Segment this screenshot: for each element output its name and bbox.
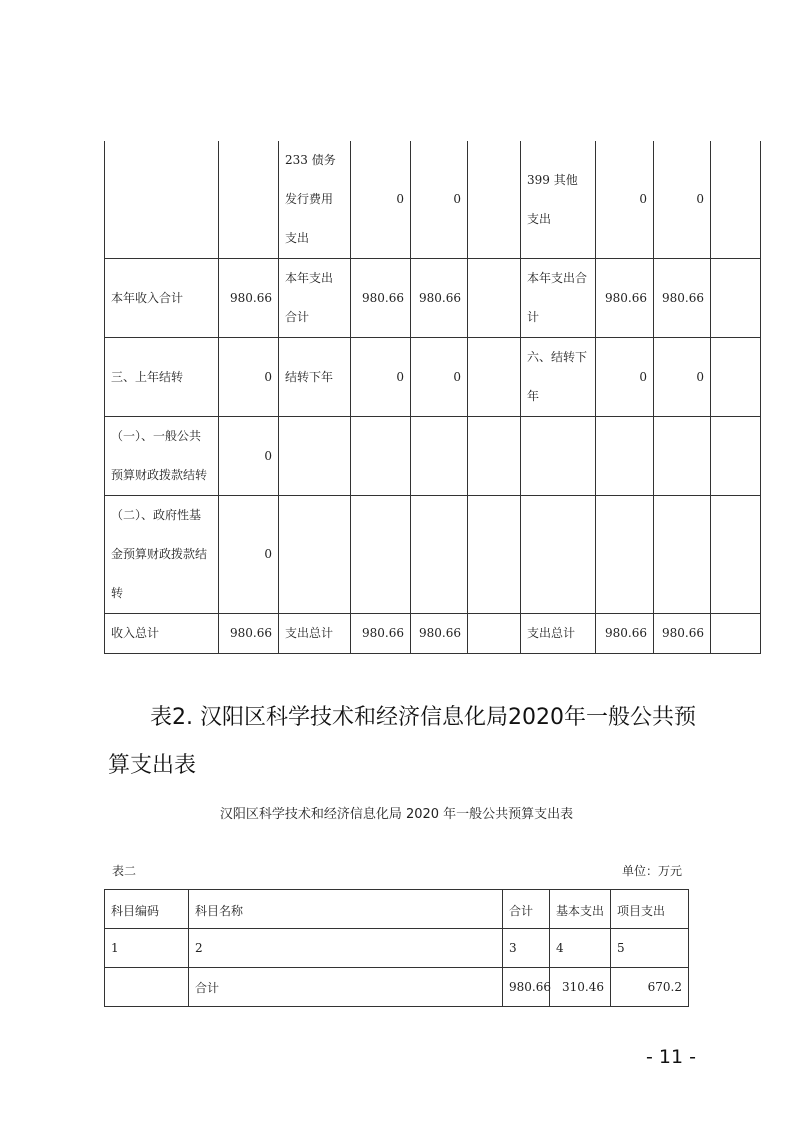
table-cell: 670.2 <box>611 968 689 1007</box>
table-cell: 980.66 <box>654 259 711 338</box>
table-cell: 支出总计 <box>279 614 351 654</box>
table-row <box>105 338 761 417</box>
table-cell <box>279 496 351 614</box>
table-cell: 4 <box>550 929 611 968</box>
table-cell <box>468 614 521 654</box>
general-budget-expenditure-table <box>104 889 689 1007</box>
table-cell <box>351 417 411 496</box>
table-cell: 233 债务发行费用支出 <box>279 141 351 259</box>
table-cell: 980.66 <box>411 259 468 338</box>
table-cell: 980.66 <box>219 259 279 338</box>
table-cell: 980.66 <box>351 614 411 654</box>
table-cell: 980.66 <box>351 259 411 338</box>
table-cell <box>654 496 711 614</box>
table-cell: 结转下年 <box>279 338 351 417</box>
table-cell: 本年支出合计 <box>521 259 596 338</box>
table-cell: 0 <box>351 338 411 417</box>
page-number: - 11 - <box>646 1046 696 1068</box>
unit-label: 单位：万元 <box>622 864 683 878</box>
table-cell <box>411 417 468 496</box>
table-cell: 六、结转下年 <box>521 338 596 417</box>
table-cell: 3 <box>503 929 550 968</box>
column-header: 合计 <box>503 890 550 929</box>
table-header-row <box>105 890 689 929</box>
table-cell <box>468 338 521 417</box>
table-row <box>105 968 689 1007</box>
table-cell: 1 <box>105 929 189 968</box>
column-header: 项目支出 <box>611 890 689 929</box>
table-cell: 5 <box>611 929 689 968</box>
table-title: 汉阳区科学技术和经济信息化局 2020 年一般公共预算支出表 <box>219 807 574 822</box>
table-cell <box>468 259 521 338</box>
table-cell: 三、上年结转 <box>105 338 219 417</box>
table-cell <box>468 417 521 496</box>
column-header: 基本支出 <box>550 890 611 929</box>
table-cell: 310.46 <box>550 968 611 1007</box>
table-cell <box>468 141 521 259</box>
table-cell: 980.66 <box>411 614 468 654</box>
section-heading: 表2. 汉阳区科学技术和经济信息化局2020年一般公共预算支出表 <box>108 705 696 778</box>
table-cell: 0 <box>219 496 279 614</box>
table-cell: 980.66 <box>596 259 654 338</box>
table-cell: （一）、一般公共预算财政拨款结转 <box>105 417 219 496</box>
table-cell <box>411 496 468 614</box>
table-cell <box>521 417 596 496</box>
table-cell: 2 <box>189 929 503 968</box>
table-cell <box>596 417 654 496</box>
table-row <box>105 259 761 338</box>
table-cell: 合计 <box>189 968 503 1007</box>
table-row <box>105 496 761 614</box>
table-row <box>105 141 761 259</box>
table-cell <box>351 496 411 614</box>
budget-summary-table-continued <box>104 141 761 654</box>
table-cell: 980.66 <box>596 614 654 654</box>
table-row <box>105 417 761 496</box>
table-cell <box>711 614 761 654</box>
table-cell: （二）、政府性基金预算财政拨款结转 <box>105 496 219 614</box>
table-cell <box>468 496 521 614</box>
table-cell <box>105 141 219 259</box>
table-cell: 0 <box>219 338 279 417</box>
column-header: 科目编码 <box>105 890 189 929</box>
table-cell: 0 <box>654 338 711 417</box>
table-cell: 980.66 <box>219 614 279 654</box>
table-cell <box>711 141 761 259</box>
table-cell <box>596 496 654 614</box>
table-cell <box>279 417 351 496</box>
table-cell <box>219 141 279 259</box>
table-cell: 支出总计 <box>521 614 596 654</box>
table-cell <box>711 496 761 614</box>
table-cell: 0 <box>596 338 654 417</box>
table-cell: 0 <box>654 141 711 259</box>
table-cell: 980.66 <box>503 968 550 1007</box>
table-cell: 本年收入合计 <box>105 259 219 338</box>
table-cell: 本年支出合计 <box>279 259 351 338</box>
column-header: 科目名称 <box>189 890 503 929</box>
table-cell: 收入总计 <box>105 614 219 654</box>
table-cell: 0 <box>411 141 468 259</box>
table-cell <box>105 968 189 1007</box>
table-label: 表二 <box>112 864 137 878</box>
table-cell: 0 <box>411 338 468 417</box>
table-cell: 980.66 <box>654 614 711 654</box>
table-cell: 0 <box>219 417 279 496</box>
table-cell: 399 其他支出 <box>521 141 596 259</box>
table-row <box>105 929 689 968</box>
table-cell <box>711 417 761 496</box>
table-row <box>105 614 761 654</box>
table-cell: 0 <box>596 141 654 259</box>
table-cell: 0 <box>351 141 411 259</box>
table-cell <box>711 338 761 417</box>
table-cell <box>521 496 596 614</box>
table-cell <box>654 417 711 496</box>
table-cell <box>711 259 761 338</box>
